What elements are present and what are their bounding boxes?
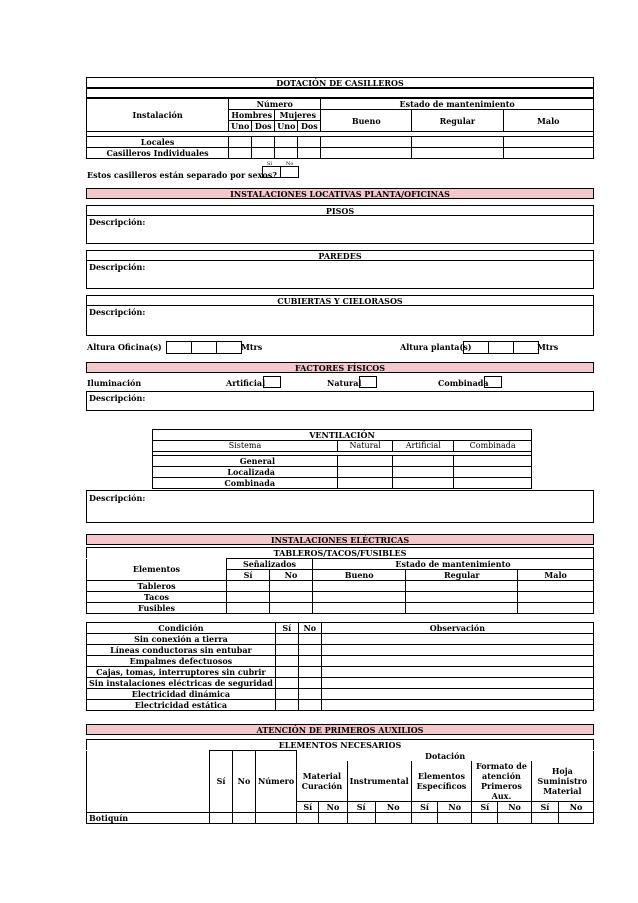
casilleros-spacer: [86, 88, 594, 98]
cell-input[interactable]: [438, 812, 472, 823]
cell-input[interactable]: [313, 603, 406, 614]
dotacion-header: Dotación: [297, 751, 594, 761]
cell-input[interactable]: [275, 634, 298, 645]
cell-input[interactable]: [393, 467, 454, 478]
instalacion-header: Instalación: [87, 99, 229, 132]
cell-input[interactable]: [321, 678, 593, 689]
ele-no: No: [438, 801, 472, 812]
casilleros-title: DOTACIÓN DE CASILLEROS: [86, 77, 594, 88]
pisos-description-box[interactable]: [86, 215, 594, 244]
estado-header: Estado de mantenimiento: [321, 99, 594, 110]
cell-input[interactable]: [298, 137, 321, 148]
fisicos-title: FACTORES FÍSICOS: [86, 362, 594, 373]
cell-input[interactable]: [298, 678, 321, 689]
cell-input[interactable]: [319, 812, 347, 823]
cell-input[interactable]: [321, 645, 593, 656]
formato-atencion-header: Formato de atención Primeros Aux.: [472, 761, 532, 802]
cubiertas-description-box[interactable]: [86, 305, 594, 336]
cell-input[interactable]: [298, 148, 321, 159]
cell-input[interactable]: [454, 478, 532, 489]
senal-no-header: No: [270, 570, 313, 581]
cell-input[interactable]: [321, 148, 412, 159]
for-si: Sí: [472, 801, 498, 812]
cell-input[interactable]: [321, 667, 593, 678]
hombres-dos: Dos: [252, 121, 275, 132]
no-small-label: No: [286, 161, 294, 167]
row-locales: Locales: [87, 137, 229, 148]
natural-checkbox[interactable]: [359, 376, 377, 388]
cell-input[interactable]: [406, 603, 518, 614]
cell-input[interactable]: [229, 137, 252, 148]
cell-input[interactable]: [256, 812, 297, 823]
cell-input[interactable]: [518, 592, 594, 603]
cell-input[interactable]: [393, 456, 454, 467]
condiciones-table: [86, 622, 594, 711]
altura-planta-unit: Mtrs: [537, 342, 559, 352]
cell-input[interactable]: [298, 645, 321, 656]
cond-row-6: Electricidad estática: [87, 700, 276, 711]
pisos-header: PISOS: [86, 205, 594, 216]
cell-input[interactable]: [454, 456, 532, 467]
cell-input[interactable]: [275, 656, 298, 667]
cell-input[interactable]: [298, 689, 321, 700]
cell-input[interactable]: [227, 603, 270, 614]
observacion-header: Observación: [321, 623, 593, 634]
mujeres-header: Mujeres: [275, 110, 321, 121]
row-botiquin: Botiquín: [87, 812, 210, 823]
cell-input[interactable]: [233, 812, 256, 823]
cell-input[interactable]: [270, 592, 313, 603]
auxilios-title: ATENCIÓN DE PRIMEROS AUXILIOS: [86, 724, 594, 735]
cubiertas-header: CUBIERTAS Y CIELORASOS: [86, 295, 594, 306]
bueno-header: Bueno: [321, 110, 412, 132]
cell-input[interactable]: [503, 148, 593, 159]
regular-header: Regular: [412, 110, 503, 132]
cell-input[interactable]: [321, 634, 593, 645]
auxilios-blank-header: [87, 751, 210, 813]
locativas-title: INSTALACIONES LOCATIVAS PLANTA/OFICINAS: [86, 188, 594, 199]
cell-input[interactable]: [275, 148, 298, 159]
ventilacion-description-box[interactable]: [86, 490, 594, 523]
mat-si: Sí: [297, 801, 319, 812]
row-casilleros-individuales: Casilleros Individuales: [87, 148, 229, 159]
elec-malo-header: Malo: [518, 570, 594, 581]
row-tableros: Tableros: [87, 581, 227, 592]
cell-input[interactable]: [270, 603, 313, 614]
cell-input[interactable]: [275, 645, 298, 656]
cell-input[interactable]: [559, 812, 594, 823]
paredes-header: PAREDES: [86, 250, 594, 261]
ele-si: Sí: [411, 801, 438, 812]
row-combinada: Combinada: [153, 478, 338, 489]
cell-input[interactable]: [275, 678, 298, 689]
cell-input[interactable]: [338, 456, 393, 467]
aux-numero-header: Número: [256, 751, 297, 813]
mat-no: No: [319, 801, 347, 812]
cond-row-3: Cajas, tomas, interruptores sin cubrir: [87, 667, 276, 678]
altura-oficina-unit: Mtrs: [241, 342, 263, 352]
electricas-title: INSTALACIONES ELÉCTRICAS: [86, 534, 594, 545]
estado-mant-header: Estado de mantenimiento: [313, 559, 594, 570]
condicion-header: Condición: [87, 623, 276, 634]
cell-input[interactable]: [313, 592, 406, 603]
row-tacos: Tacos: [87, 592, 227, 603]
cell-input[interactable]: [298, 656, 321, 667]
natural-label: Natural: [327, 378, 362, 388]
elec-regular-header: Regular: [406, 570, 518, 581]
row-general: General: [153, 456, 338, 467]
cell-input[interactable]: [275, 700, 298, 711]
senalizados-header: Señalizados: [227, 559, 313, 570]
hombres-header: Hombres: [229, 110, 275, 121]
ins-si: Sí: [347, 801, 375, 812]
cell-input[interactable]: [321, 689, 593, 700]
separados-no-box[interactable]: [280, 166, 299, 178]
ventilacion-table: [152, 440, 532, 489]
cond-row-1: Líneas conductoras sin entubar: [87, 645, 276, 656]
row-fusibles: Fusibles: [87, 603, 227, 614]
numero-header: Número: [229, 99, 321, 110]
mujeres-dos: Dos: [298, 121, 321, 132]
row-localizada: Localizada: [153, 467, 338, 478]
altura-oficina-input[interactable]: [167, 341, 242, 354]
separados-question: Estos casilleros están separado por sexos?: [87, 170, 277, 180]
pisos-description-label: Descripción:: [89, 217, 146, 227]
cell-input[interactable]: [210, 812, 233, 823]
material-curacion-header: Material Curación: [297, 761, 347, 802]
aux-si-header: Sí: [210, 751, 233, 813]
cond-row-2: Empalmes defectuosos: [87, 656, 276, 667]
cell-input[interactable]: [375, 812, 411, 823]
cell-input[interactable]: [298, 667, 321, 678]
cond-row-4: Sin instalaciones eléctricas de seguridad: [87, 678, 276, 689]
combinada-label: Combinada: [438, 378, 489, 388]
cell-input[interactable]: [297, 812, 319, 823]
natural-col-header: Natural: [338, 441, 393, 452]
cell-input[interactable]: [454, 467, 532, 478]
cell-input[interactable]: [275, 667, 298, 678]
senal-si-header: Sí: [227, 570, 270, 581]
mujeres-uno: Uno: [275, 121, 298, 132]
artificial-label: Artificial: [226, 378, 266, 388]
combinada-col-header: Combinada: [454, 441, 532, 452]
cell-input[interactable]: [347, 812, 375, 823]
ins-no: No: [375, 801, 411, 812]
cond-no-header: No: [298, 623, 321, 634]
cell-input[interactable]: [412, 137, 503, 148]
instrumental-header: Instrumental: [347, 761, 411, 802]
cell-input[interactable]: [472, 812, 498, 823]
cell-input[interactable]: [393, 478, 454, 489]
cell-input[interactable]: [412, 148, 503, 159]
cell-input[interactable]: [321, 137, 412, 148]
cell-input[interactable]: [406, 592, 518, 603]
cell-input[interactable]: [275, 689, 298, 700]
altura-planta-label: Altura planta(s): [400, 342, 472, 352]
paredes-description-label: Descripción:: [89, 262, 146, 272]
cell-input[interactable]: [531, 812, 558, 823]
elec-bueno-header: Bueno: [313, 570, 406, 581]
cell-input[interactable]: [270, 581, 313, 592]
aux-no-header: No: [233, 751, 256, 813]
hombres-uno: Uno: [229, 121, 252, 132]
malo-header: Malo: [503, 110, 593, 132]
cell-input[interactable]: [518, 603, 594, 614]
hoja-suministro-header: Hoja Suministro Material: [531, 761, 593, 802]
for-no: No: [498, 801, 531, 812]
elementos-especificos-header: Elementos Específicos: [411, 761, 471, 802]
cell-input[interactable]: [227, 592, 270, 603]
ventilacion-title: VENTILACIÓN: [152, 429, 532, 440]
cell-input[interactable]: [313, 581, 406, 592]
cell-input[interactable]: [321, 656, 593, 667]
cell-input[interactable]: [406, 581, 518, 592]
cell-input[interactable]: [252, 137, 275, 148]
separados-si-box[interactable]: [262, 166, 281, 178]
cond-row-5: Electricidad dinámica: [87, 689, 276, 700]
cell-input[interactable]: [503, 137, 593, 148]
cell-input[interactable]: [298, 700, 321, 711]
hoj-no: No: [559, 801, 594, 812]
elementos-necesarios-subtitle: ELEMENTOS NECESARIOS: [86, 739, 594, 750]
cell-input[interactable]: [518, 581, 594, 592]
paredes-description-box[interactable]: [86, 260, 594, 289]
elementos-header: Elementos: [87, 559, 227, 581]
cell-input[interactable]: [275, 137, 298, 148]
iluminacion-description-label: Descripción:: [89, 393, 146, 403]
cell-input[interactable]: [411, 812, 438, 823]
cond-si-header: Sí: [275, 623, 298, 634]
cell-input[interactable]: [252, 148, 275, 159]
cell-input[interactable]: [338, 478, 393, 489]
casilleros-table: [86, 98, 594, 159]
iluminacion-description-box[interactable]: [86, 391, 594, 411]
iluminacion-label: Iluminación: [87, 378, 142, 388]
cell-input[interactable]: [229, 148, 252, 159]
artificial-col-header: Artificial: [393, 441, 454, 452]
tableros-table: [86, 558, 594, 614]
cubiertas-description-label: Descripción:: [89, 307, 146, 317]
cell-input[interactable]: [498, 812, 531, 823]
auxilios-table: [86, 750, 594, 824]
artificial-checkbox[interactable]: [263, 376, 281, 388]
si-small-label: Sí: [267, 161, 273, 167]
tableros-subtitle: TABLEROS/TACOS/FUSIBLES: [86, 547, 594, 558]
cell-input[interactable]: [321, 700, 593, 711]
altura-planta-input[interactable]: [464, 341, 539, 354]
sistema-header: Sistema: [153, 441, 338, 452]
hoj-si: Sí: [531, 801, 558, 812]
cond-row-0: Sin conexión a tierra: [87, 634, 276, 645]
combinada-checkbox[interactable]: [484, 376, 502, 388]
cell-input[interactable]: [298, 634, 321, 645]
altura-oficina-label: Altura Oficina(s): [87, 342, 162, 352]
cell-input[interactable]: [338, 467, 393, 478]
cell-input[interactable]: [227, 581, 270, 592]
ventilacion-description-label: Descripción:: [89, 493, 146, 503]
